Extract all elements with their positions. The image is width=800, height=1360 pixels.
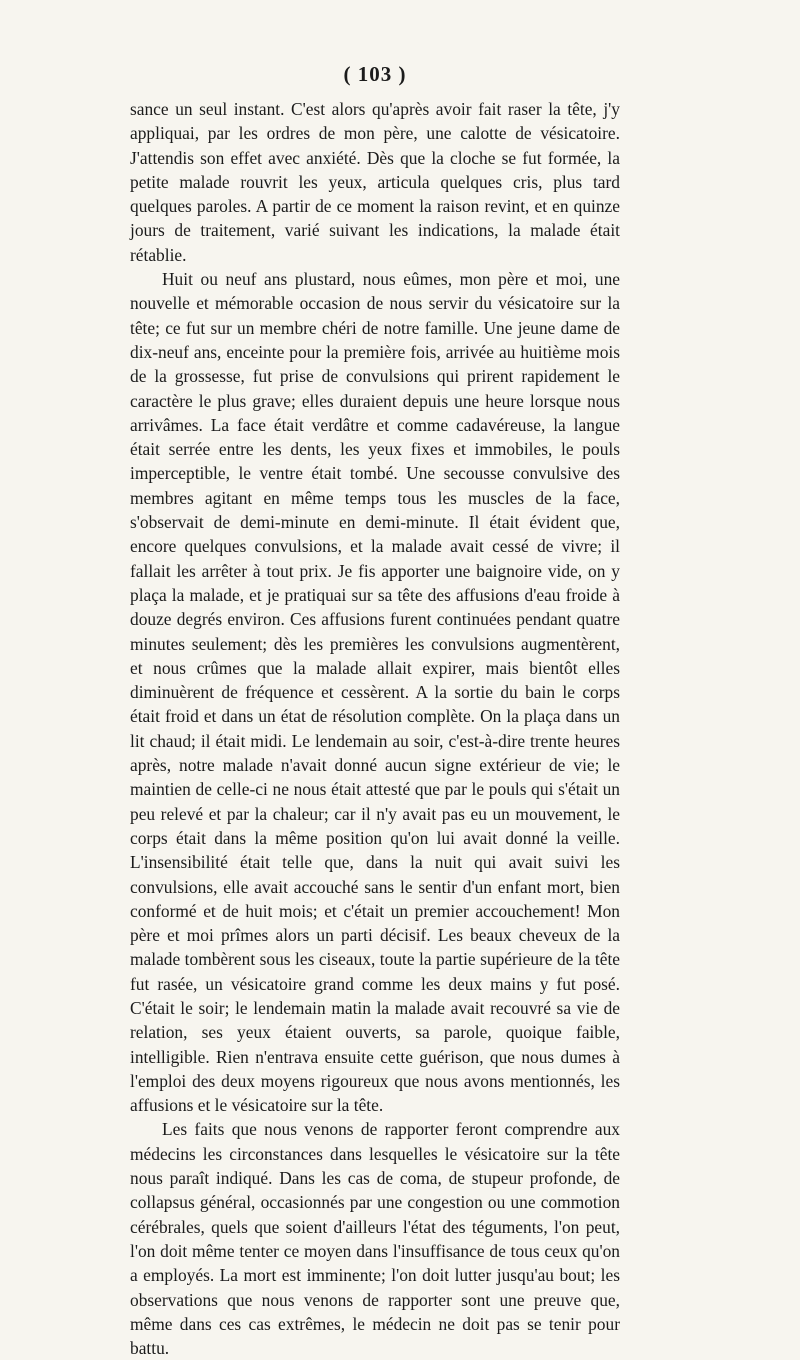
paragraph-case-study: Huit ou neuf ans plustard, nous eûmes, mon père et moi, une nouvelle et mémorable occasion de nous servir du vésicatoire sur la tête; ce fut sur un membre chéri de notre famille. Une jeune dame de dix-neuf ans, enceinte pour la première fois, arrivée au huitième mois de la grossesse, fut prise de convulsions qui prirent rapidement le caractère le plus grave; elles duraient depuis une heure lorsque nous arrivâmes. La face était verdâtre et comme cadavéreuse, la langue était serrée entre les dents, les yeux fixes et immobiles, le pouls imperceptible, le ventre était tombé. Une secousse convulsive des membres agitant en même temps tous les muscles de la face, s'observait de demi-minute en demi-minute. Il était évident que, encore quelques convulsions, et la malade avait cessé de vivre; il fallait les arrêter à tout prix. Je fis apporter une baignoire vide, on y plaça la malade, et je pratiquai sur sa tête des affusions d'eau froide à douze degrés environ. Ces affusions furent continuées pendant quatre minutes seulement; dès les premières les convulsions augmentèrent, et nous crûmes que la malade allait expirer, mais bientôt elles diminuèrent de fréquence et cessèrent. A la sortie du bain le corps était froid et dans un état de résolution complète. On la plaça dans un lit chaud; il était midi. Le lendemain au soir, c'est-à-dire trente heures après, notre malade n'avait donné aucun signe extérieur de vie; le maintien de celle-ci ne nous était attesté que par le pouls qui s'était un peu relevé et par la chaleur; car il n'y avait pas eu un mouvement, le corps était dans la même position qu'on lui avait donné la veille. L'insensibilité était telle que, dans la nuit qui avait suivi les convulsions, elle avait accouché sans le sentir d'un enfant mort, bien conformé et de huit mois; et c'était un premier accouchement! Mon père et moi prîmes alors un parti décisif. Les beaux cheveux de la malade tombèrent sous les ciseaux, toute la partie supérieure de la tête fut rasée, un vésicatoire grand comme les deux mains y fut posé. C'était le soir; le lendemain matin la malade avait recouvré sa vie de relation, ses yeux étaient ouverts, sa parole, quoique faible, intelligible. Rien n'entrava ensuite cette guérison, que nous dumes à l'emploi des deux moyens rigoureux que nous avons mentionnés, les affusions et le vésicatoire sur la tête. xyxy=(130,269,620,1116)
paragraph-continued: sance un seul instant. C'est alors qu'après avoir fait raser la tête, j'y appliquai, par les ordres de mon père, une calotte de vésicatoire. J'attendis son effet avec anxiété. Dès que la cloche se fut formée, la petite malade rouvrit les yeux, articula quelques cris, plus tard quelques paroles. A partir de ce moment la raison revint, et en quinze jours de traitement, varié suivant les indications, la malade était rétablie. xyxy=(130,99,620,265)
paragraph-conclusion: Les faits que nous venons de rapporter feront comprendre aux médecins les circonstances dans lesquelles le vésicatoire sur la tête nous paraît indiqué. Dans les cas de coma, de stupeur profonde, de collapsus général, occasionnés par une congestion ou une commotion cérébrales, quels que soient d'ailleurs l'état des téguments, l'on peut, l'on doit même tenter ce moyen dans l'insuffisance de tous ceux qu'on a employés. La mort est imminente; l'on doit lutter jusqu'au bout; les observations que nous venons de rapporter sont une preuve que, même dans ces cas extrêmes, le médecin ne doit pas se tenir pour battu. xyxy=(130,1119,620,1359)
page-number: ( 103 ) xyxy=(343,62,407,86)
